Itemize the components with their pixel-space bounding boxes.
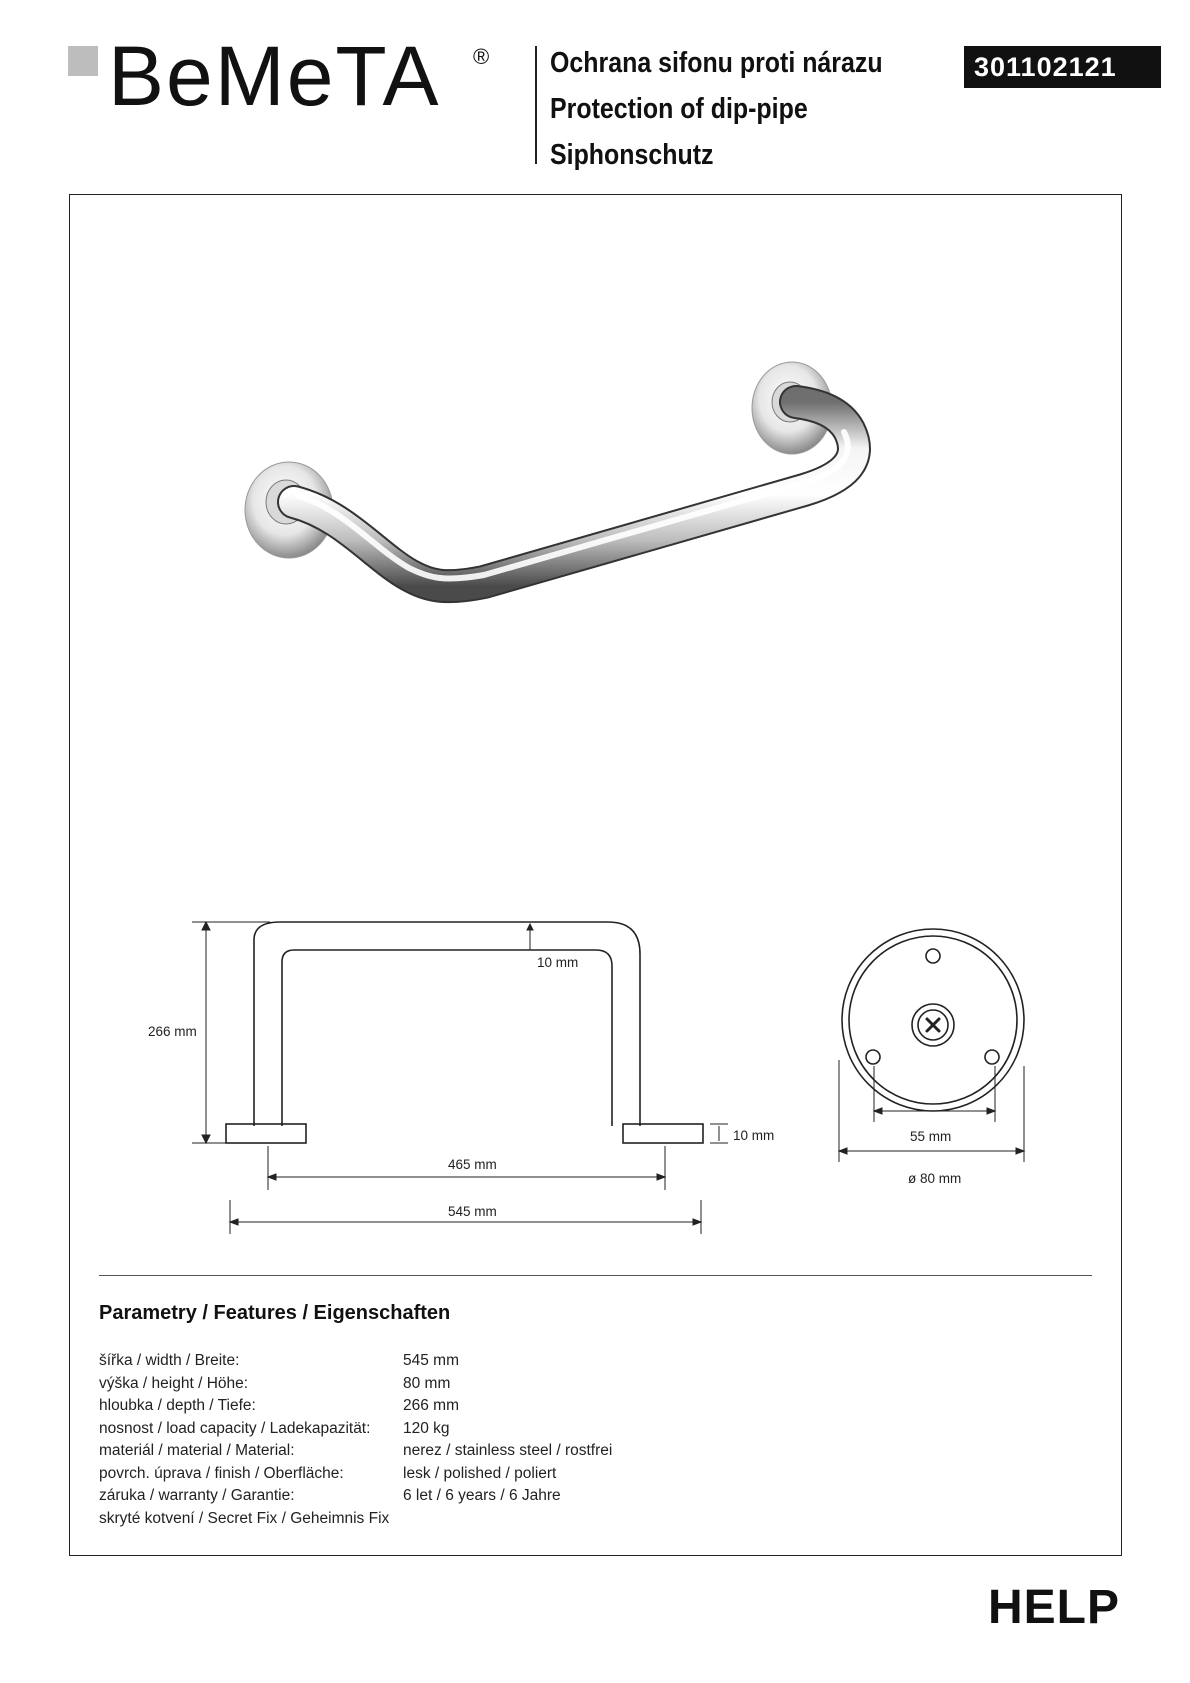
spec-label: nosnost / load capacity / Ladekapazität: <box>99 1419 371 1437</box>
rosette-front-view <box>842 929 1024 1111</box>
brand-name: BeMeTA <box>108 29 441 123</box>
registered-mark: ® <box>473 44 490 69</box>
dim-tube-label: 10 mm <box>537 955 579 970</box>
dim-height-label: 266 mm <box>148 1024 197 1039</box>
spec-table <box>99 1350 612 1530</box>
spec-value: 266 mm <box>403 1397 459 1414</box>
dim-inner-width-label: 465 mm <box>448 1157 497 1172</box>
spec-value <box>403 1508 612 1531</box>
spec-value: 545 mm <box>403 1352 459 1369</box>
product-titles <box>550 40 937 178</box>
header-divider <box>535 46 537 164</box>
handle-inner-outline <box>282 950 612 1126</box>
dim-base-thickness-label: 10 mm <box>733 1128 775 1143</box>
spec-row <box>99 1440 612 1463</box>
spec-row <box>99 1508 612 1531</box>
right-base <box>623 1124 703 1143</box>
dim-hole-spacing-label: 55 mm <box>910 1129 952 1144</box>
product-code-badge: 301102121 <box>964 46 1161 88</box>
dim-outer-width-label: 545 mm <box>448 1204 497 1219</box>
spec-row <box>99 1485 612 1508</box>
spec-value: lesk / polished / poliert <box>403 1464 557 1482</box>
spec-label: výška / height / Höhe: <box>99 1374 249 1392</box>
spec-label: šířka / width / Breite: <box>99 1352 240 1369</box>
spec-label: skryté kotvení / Secret Fix / Geheimnis Fix <box>99 1509 390 1527</box>
spec-row <box>99 1350 612 1373</box>
spec-row <box>99 1373 612 1396</box>
spec-label: povrch. úprava / finish / Oberfläche: <box>99 1464 344 1482</box>
series-name: HELP <box>987 1581 1120 1634</box>
spec-row <box>99 1395 612 1418</box>
features-heading: Parametry / Features / Eigenschaften <box>99 1302 451 1324</box>
spec-value: nerez / stainless steel / rostfrei <box>403 1442 613 1459</box>
spec-label: záruka / warranty / Garantie: <box>99 1487 295 1504</box>
spec-value: 120 kg <box>403 1419 450 1437</box>
handle-bar-photo <box>244 350 924 650</box>
brand-logo <box>68 29 508 124</box>
dim-rosette-diameter-label: ø 80 mm <box>908 1171 962 1186</box>
left-base <box>226 1124 306 1143</box>
spec-row <box>99 1463 612 1486</box>
spec-label: hloubka / depth / Tiefe: <box>99 1397 256 1414</box>
product-title-de: Siphonschutz <box>550 139 714 171</box>
spec-label: materiál / material / Material: <box>99 1442 295 1459</box>
product-title-cz: Ochrana sifonu proti nárazu <box>550 47 883 79</box>
spec-value: 80 mm <box>403 1374 451 1392</box>
logo-square-icon <box>68 46 98 76</box>
spec-row <box>99 1418 612 1441</box>
section-divider <box>99 1275 1092 1276</box>
technical-drawing <box>130 900 1080 1260</box>
product-title-en: Protection of dip-pipe <box>550 93 808 125</box>
screw-cross-icon <box>927 1019 939 1031</box>
spec-value: 6 let / 6 years / 6 Jahre <box>403 1487 561 1504</box>
handle-outer-outline <box>254 922 640 1126</box>
